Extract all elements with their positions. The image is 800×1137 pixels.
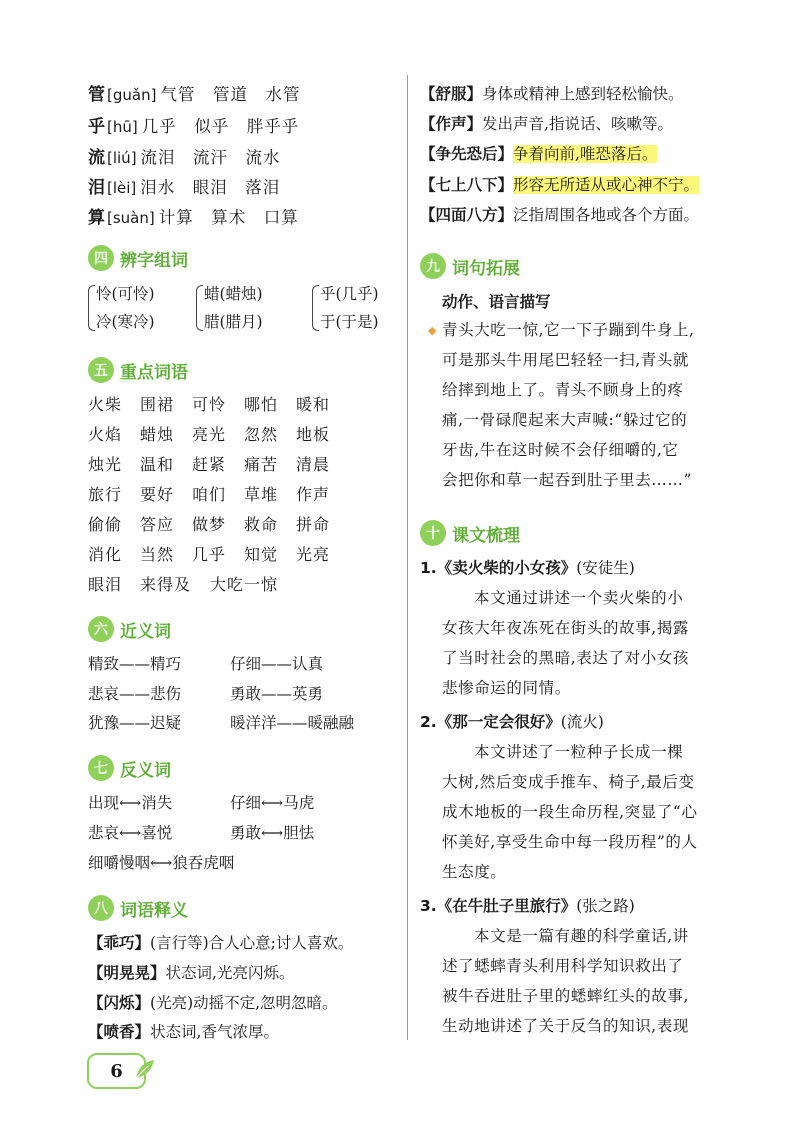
- expansion-line: 痛,一骨碌爬起来大声喊:“躲过它的: [442, 411, 688, 429]
- definition: 【作声】发出声音,指说话、咳嗽等。: [420, 115, 673, 133]
- section-header-keywords: [88, 355, 188, 385]
- section-header-definitions: [88, 893, 188, 923]
- text-summary-line: 大树,然后变成手推车、椅子,最后变: [442, 773, 695, 791]
- expansion-line: 青头大吃一惊,它一下子蹦到牛身上,: [442, 321, 695, 339]
- text-summary-line: 被牛吞进肚子里的蟋蟀红头的故事,: [442, 987, 690, 1005]
- bianzi-top: 乎(几乎): [320, 285, 379, 303]
- synonym-row: 悲哀——悲伤 勇敢——英勇: [88, 685, 324, 703]
- column-divider: [407, 75, 408, 1040]
- brace: [88, 285, 95, 331]
- keyword-row: 火柴 围裙 可怜 哪怕 暖和: [88, 395, 331, 414]
- expansion-line: 牙齿,牛在这时候不会仔细嚼的,它: [442, 441, 679, 459]
- synonym-row: 精致——精巧 仔细——认真: [88, 655, 324, 673]
- section-title: 词语释义: [120, 900, 188, 921]
- keyword-row: 眼泪 来得及 大吃一惊: [88, 575, 279, 594]
- text-item-heading: 2.《那一定会很好》(流火): [420, 713, 604, 731]
- section-number-badge: 十: [420, 520, 446, 546]
- expansion-line: 会把你和草一起吞到肚子里去……”: [442, 471, 693, 489]
- section-header-antonyms: [88, 753, 171, 783]
- text-summary-line: 悲惨命运的同情。: [442, 679, 571, 697]
- antonym-row: 出现⟷消失 仔细⟷马虎: [88, 794, 315, 812]
- keyword-row: 消化 当然 几乎 知觉 光亮: [88, 545, 331, 564]
- section-number-badge: 四: [88, 245, 114, 271]
- text-summary-line: 成木地板的一段生命历程,突显了“心: [442, 803, 698, 821]
- highlighted-text: 形容无所适从或心神不宁。: [513, 176, 700, 194]
- char-row: 算 [suàn] 计算 算术 口算: [88, 208, 299, 228]
- text-summary-line: 本文讲述了一粒种子长成一棵: [474, 743, 684, 761]
- section-title: 课文梳理: [452, 525, 520, 546]
- definition: 【明晃晃】状态词,光亮闪烁。: [88, 964, 295, 982]
- brace: [312, 285, 319, 331]
- bullet-icon: ◆: [428, 324, 437, 337]
- section-number-badge: 七: [88, 755, 114, 781]
- char-row: 管 [guǎn] 气管 管道 水管: [88, 85, 301, 105]
- definition: 【四面八方】泛指周围各地或各个方面。: [420, 206, 700, 224]
- definition: 【舒服】身体或精神上感到轻松愉快。: [420, 85, 684, 103]
- text-summary-line: 述了蟋蟀青头利用科学知识救出了: [442, 957, 684, 975]
- keyword-row: 火焰 蜡烛 亮光 忽然 地板: [88, 425, 331, 444]
- bianzi-bottom: 腊(腊月): [204, 313, 263, 331]
- bianzi-top: 怜(可怜): [96, 285, 155, 303]
- bianzi-top: 蜡(蜡烛): [204, 285, 263, 303]
- section-header-text-review: [420, 518, 520, 548]
- bianzi-bottom: 冷(寒冷): [96, 313, 155, 331]
- antonym-row: 悲哀⟷喜悦 勇敢⟷胆怯: [88, 824, 315, 842]
- section-header-bianzi: [88, 243, 188, 273]
- char-row: 乎 [hū] 几乎 似乎 胖乎乎: [88, 117, 300, 137]
- keyword-row: 旅行 要好 咱们 草堆 作声: [88, 485, 331, 504]
- expansion-line: 可是那头牛用尾巴轻轻一扫,青头就: [442, 351, 690, 369]
- text-summary-line: 生动地讲述了关于反刍的知识,表现: [442, 1017, 690, 1035]
- definition: 【乖巧】(言行等)合人心意;讨人喜欢。: [88, 934, 354, 952]
- brace: [196, 285, 203, 331]
- antonym-row: 细嚼慢咽⟷狼吞虎咽: [88, 854, 235, 872]
- section-title: 近义词: [120, 621, 171, 642]
- section-title: 词句拓展: [452, 258, 520, 279]
- bianzi-bottom: 于(于是): [320, 313, 379, 331]
- text-summary-line: 怀美好,享受生命中每一段历程”的人: [442, 833, 698, 851]
- char-row: 流 [liú] 流泪 流汗 流水: [88, 148, 281, 168]
- definition: 【喷香】状态词,香气浓厚。: [88, 1023, 279, 1041]
- expansion-subtitle: 动作、语言描写: [442, 293, 551, 311]
- definition: 【争先恐后】争着向前,唯恐落后。: [420, 145, 658, 163]
- synonym-row: 犹豫——迟疑 暖洋洋——暖融融: [88, 714, 355, 732]
- section-number-badge: 八: [88, 895, 114, 921]
- char-row: 泪 [lèi] 泪水 眼泪 落泪: [88, 178, 281, 198]
- text-summary-line: 本文通过讲述一个卖火柴的小: [474, 589, 684, 607]
- text-item-heading: 3.《在牛肚子里旅行》(张之路): [420, 897, 635, 915]
- leaf-icon: [134, 1058, 156, 1080]
- expansion-line: 给摔到地上了。青头不顾身上的疼: [442, 381, 684, 399]
- section-title: 反义词: [120, 760, 171, 781]
- section-header-synonyms: [88, 614, 171, 644]
- keyword-row: 偷偷 答应 做梦 救命 拼命: [88, 515, 331, 534]
- definition: 【闪烁】(光亮)动摇不定,忽明忽暗。: [88, 994, 338, 1012]
- section-header-expansion: [420, 251, 520, 281]
- section-title: 辨字组词: [120, 250, 188, 271]
- keyword-row: 烛光 温和 赶紧 痛苦 清晨: [88, 455, 331, 474]
- text-summary-line: 生态度。: [442, 863, 507, 881]
- section-number-badge: 九: [420, 253, 446, 279]
- text-item-heading: 1.《卖火柴的小女孩》(安徒生): [420, 559, 635, 577]
- page-number: 6: [87, 1053, 146, 1089]
- text-summary-line: 本文是一篇有趣的科学童话,讲: [474, 927, 689, 945]
- text-summary-line: 女孩大年夜冻死在街头的故事,揭露: [442, 619, 690, 637]
- definition: 【七上八下】形容无所适从或心神不宁。: [420, 176, 700, 194]
- section-title: 重点词语: [120, 362, 188, 383]
- section-number-badge: 六: [88, 616, 114, 642]
- text-summary-line: 了当时社会的黑暗,表达了对小女孩: [442, 649, 690, 667]
- highlighted-text: 争着向前,唯恐落后。: [513, 145, 658, 163]
- section-number-badge: 五: [88, 357, 114, 383]
